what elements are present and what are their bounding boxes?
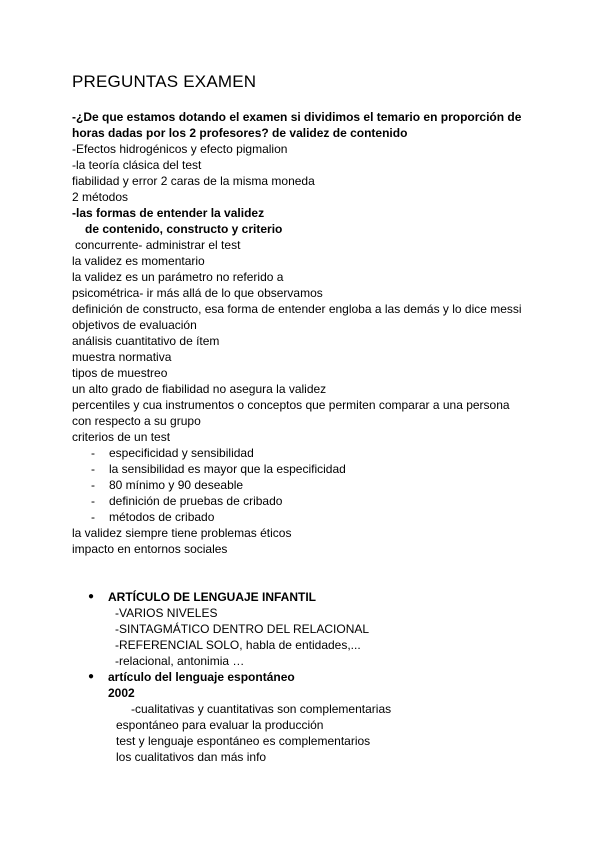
dash-marker: - [91, 494, 95, 508]
article-note: -relacional, antonimia … [115, 654, 245, 668]
dash-marker: - [91, 462, 95, 476]
article-title: ARTÍCULO DE LENGUAJE INFANTIL [108, 590, 317, 604]
notes-body [72, 109, 532, 557]
note-line: concurrente- administrar el test [75, 238, 241, 252]
article-year: 2002 [108, 686, 135, 700]
note-line: con respecto a su grupo [72, 414, 201, 428]
dash-marker: - [91, 478, 95, 492]
note-line: la validez es un parámetro no referido a [72, 270, 284, 284]
question-line: horas dadas por los 2 profesores? de validez de contenido [72, 126, 408, 140]
bold-note-line: -las formas de entender la validez [72, 206, 265, 220]
bullet-icon: ● [88, 671, 95, 682]
list-item [72, 477, 532, 493]
note-line: análisis cuantitativo de ítem [72, 334, 220, 348]
dash-marker: - [91, 446, 95, 460]
article-bullet [88, 669, 528, 685]
note-line: tipos de muestreo [72, 366, 168, 380]
article-note: -SINTAGMÁTICO DENTRO DEL RELACIONAL [115, 622, 370, 636]
list-item-text: especificidad y sensibilidad [109, 446, 254, 460]
list-item-text: definición de pruebas de cribado [109, 494, 283, 508]
note-line: la validez siempre tiene problemas éticos [72, 526, 292, 540]
question-line: -¿De que estamos dotando el examen si dividimos el temario en proporción de [72, 110, 522, 124]
note-line: percentiles y cua instrumentos o conceptos que permiten comparar a una persona [72, 398, 510, 412]
article-note: los cualitativos dan más info [116, 750, 267, 764]
note-line: impacto en entornos sociales [72, 542, 228, 556]
note-line: criterios de un test [72, 430, 171, 444]
note-line: 2 métodos [72, 190, 129, 204]
article-note: test y lenguaje espontáneo es complementarios [116, 734, 371, 748]
article-bullet [88, 589, 528, 605]
list-item [72, 445, 532, 461]
note-line: psicométrica- ir más allá de lo que observamos [72, 286, 323, 300]
page-title: PREGUNTAS EXAMEN [72, 72, 257, 91]
article-title: artículo del lenguaje espontáneo [108, 670, 295, 684]
list-item-text: la sensibilidad es mayor que la especificidad [109, 462, 346, 476]
note-line: un alto grado de fiabilidad no asegura la validez [72, 382, 327, 396]
article-note: espontáneo para evaluar la producción [116, 718, 324, 732]
note-line: -la teoría clásica del test [72, 158, 202, 172]
dash-marker: - [91, 510, 95, 524]
note-line: definición de constructo, esa forma de entender engloba a las demás y lo dice messi [72, 302, 522, 316]
articles-section [88, 589, 528, 765]
list-item-text: 80 mínimo y 90 deseable [109, 478, 244, 492]
note-line: muestra normativa [72, 350, 172, 364]
bullet-icon: ● [88, 591, 95, 602]
list-item [72, 493, 532, 509]
note-line: -Efectos hidrogénicos y efecto pigmalion [72, 142, 288, 156]
bold-note-line: de contenido, constructo y criterio [85, 222, 283, 236]
article-note: -REFERENCIAL SOLO, habla de entidades,... [115, 638, 361, 652]
note-line: fiabilidad y error 2 caras de la misma moneda [72, 174, 315, 188]
list-item [72, 461, 532, 477]
list-item [72, 509, 532, 525]
note-line: la validez es momentario [72, 254, 205, 268]
list-item-text: métodos de cribado [109, 510, 215, 524]
article-note: -VARIOS NIVELES [115, 606, 218, 620]
criteria-list [72, 445, 532, 525]
note-line: objetivos de evaluación [72, 318, 197, 332]
article-note: -cualitativas y cuantitativas son complementarias [131, 702, 392, 716]
